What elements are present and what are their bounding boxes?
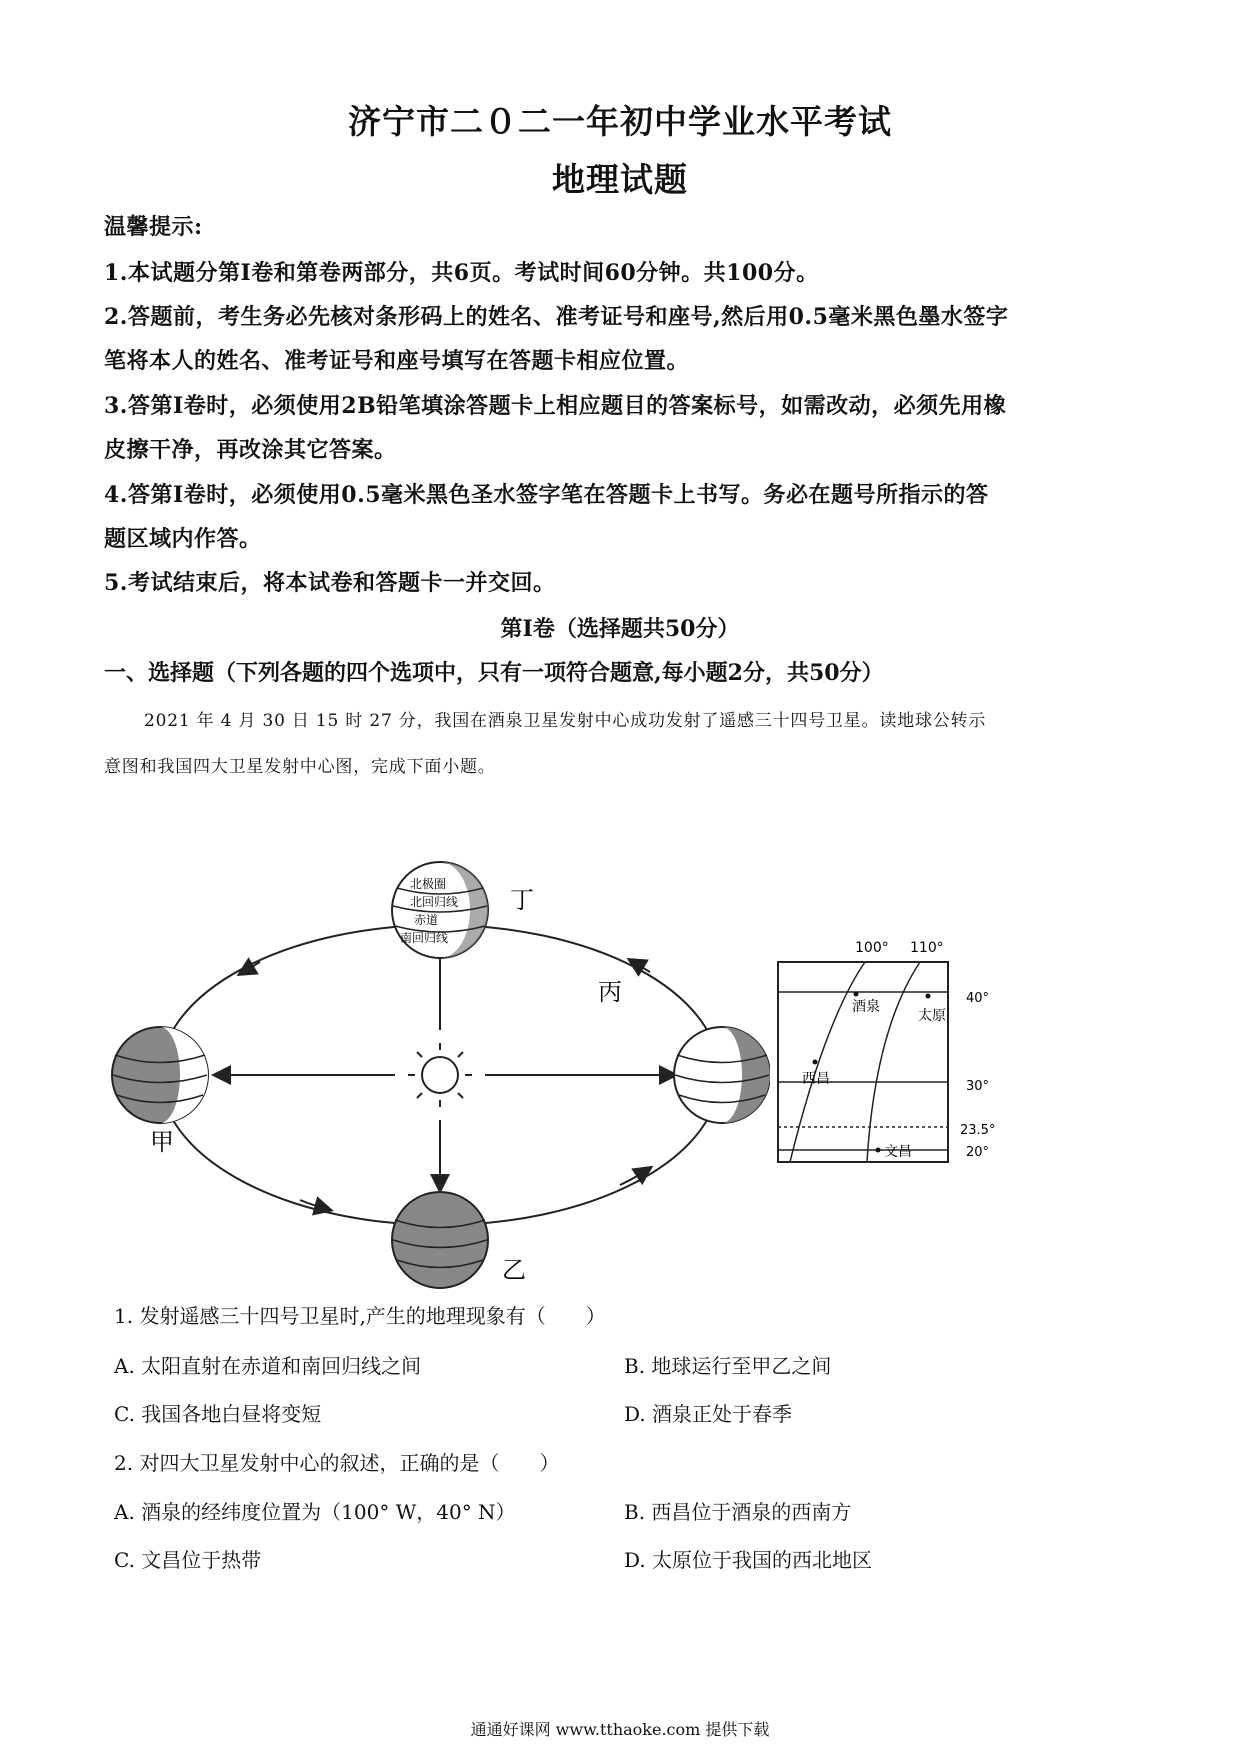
question-stem: 1. 发射遥感三十四号卫星时,产生的地理现象有（ ） — [114, 1304, 606, 1328]
tip-line: 3.答第Ⅰ卷时，必须使用2B铅笔填涂答题卡上相应题目的答案标号，如需改动，必须先用橡 — [104, 393, 1007, 419]
answer-option[interactable]: B. 地球运行至甲乙之间 — [624, 1354, 832, 1378]
position-label: 甲 — [150, 1128, 174, 1156]
longitude-label: 110° — [910, 940, 944, 956]
part-title: 第Ⅰ卷（选择题共50分） — [500, 616, 740, 642]
tip-line: 笔将本人的姓名、准考证号和座号填写在答题卡相应位置。 — [104, 348, 690, 374]
earth-ding — [392, 862, 488, 958]
position-label: 丙 — [598, 978, 622, 1006]
earth-line-label: 北极圈 — [410, 877, 447, 891]
earth-line-label: 北回归线 — [410, 895, 459, 909]
position-label: 丁 — [510, 886, 534, 914]
launch-center-label: 西昌 — [802, 1071, 830, 1087]
launch-center-label: 文昌 — [884, 1144, 912, 1160]
earth-bing — [674, 1027, 770, 1123]
earth-line-label: 南回归线 — [400, 931, 449, 945]
earth-yi — [392, 1192, 488, 1288]
exam-subtitle: 地理试题 — [552, 160, 688, 199]
sun-icon — [408, 1043, 472, 1107]
launch-center-map — [770, 930, 1020, 1190]
tip-line: 皮擦干净，再改涂其它答案。 — [104, 437, 397, 463]
launch-center-label: 酒泉 — [852, 999, 880, 1015]
answer-option[interactable]: D. 太原位于我国的西北地区 — [624, 1548, 873, 1572]
answer-option[interactable]: C. 文昌位于热带 — [114, 1548, 262, 1572]
answer-option[interactable]: C. 我国各地白昼将变短 — [114, 1402, 322, 1426]
answer-option[interactable]: D. 酒泉正处于春季 — [624, 1402, 793, 1426]
question-stem: 2. 对四大卫星发射中心的叙述，正确的是（ ） — [114, 1451, 560, 1475]
section-heading: 一、选择题（下列各题的四个选项中，只有一项符合题意,每小题2分，共50分） — [104, 660, 884, 686]
tip-line: 5.考试结束后，将本试卷和答题卡一并交回。 — [104, 570, 556, 596]
tip-line: 2.答题前，考生务必先核对条形码上的姓名、准考证号和座号,然后用0.5毫米黑色墨水签字 — [104, 304, 1009, 330]
earth-line-label: 赤道 — [414, 913, 439, 927]
position-label: 乙 — [502, 1256, 526, 1284]
footer-watermark: 通通好课网 www.tthaoke.com 提供下载 — [470, 1720, 770, 1739]
tips-heading: 温馨提示: — [104, 214, 203, 240]
intro-text: 意图和我国四大卫星发射中心图，完成下面小题。 — [104, 757, 496, 777]
latitude-label: 20° — [966, 1145, 990, 1160]
longitude-label: 100° — [855, 940, 889, 956]
answer-option[interactable]: A. 酒泉的经纬度位置为（100° W，40° N） — [114, 1500, 516, 1524]
launch-center-label: 太原 — [918, 1008, 946, 1024]
latitude-label: 40° — [966, 991, 990, 1006]
latitude-label: 30° — [966, 1079, 990, 1094]
tip-line: 4.答第Ⅰ卷时，必须使用0.5毫米黑色圣水签字笔在答题卡上书写。务必在题号所指示的答 — [104, 482, 989, 508]
answer-option[interactable]: B. 西昌位于酒泉的西南方 — [624, 1500, 852, 1524]
tip-line: 题区域内作答。 — [104, 526, 262, 552]
intro-text: 2021 年 4 月 30 日 15 时 27 分，我国在酒泉卫星发射中心成功发射了遥感三十四号卫星。读地球公转示 — [144, 711, 987, 731]
earth-orbit-diagram — [110, 860, 770, 1290]
earth-jia — [112, 1027, 208, 1123]
latitude-label: 23.5° — [960, 1123, 996, 1138]
answer-option[interactable]: A. 太阳直射在赤道和南回归线之间 — [114, 1354, 422, 1378]
exam-title: 济宁市二０二一年初中学业水平考试 — [348, 102, 892, 141]
tip-line: 1.本试题分第Ⅰ卷和第卷两部分，共6页。考试时间60分钟。共100分。 — [104, 260, 819, 286]
